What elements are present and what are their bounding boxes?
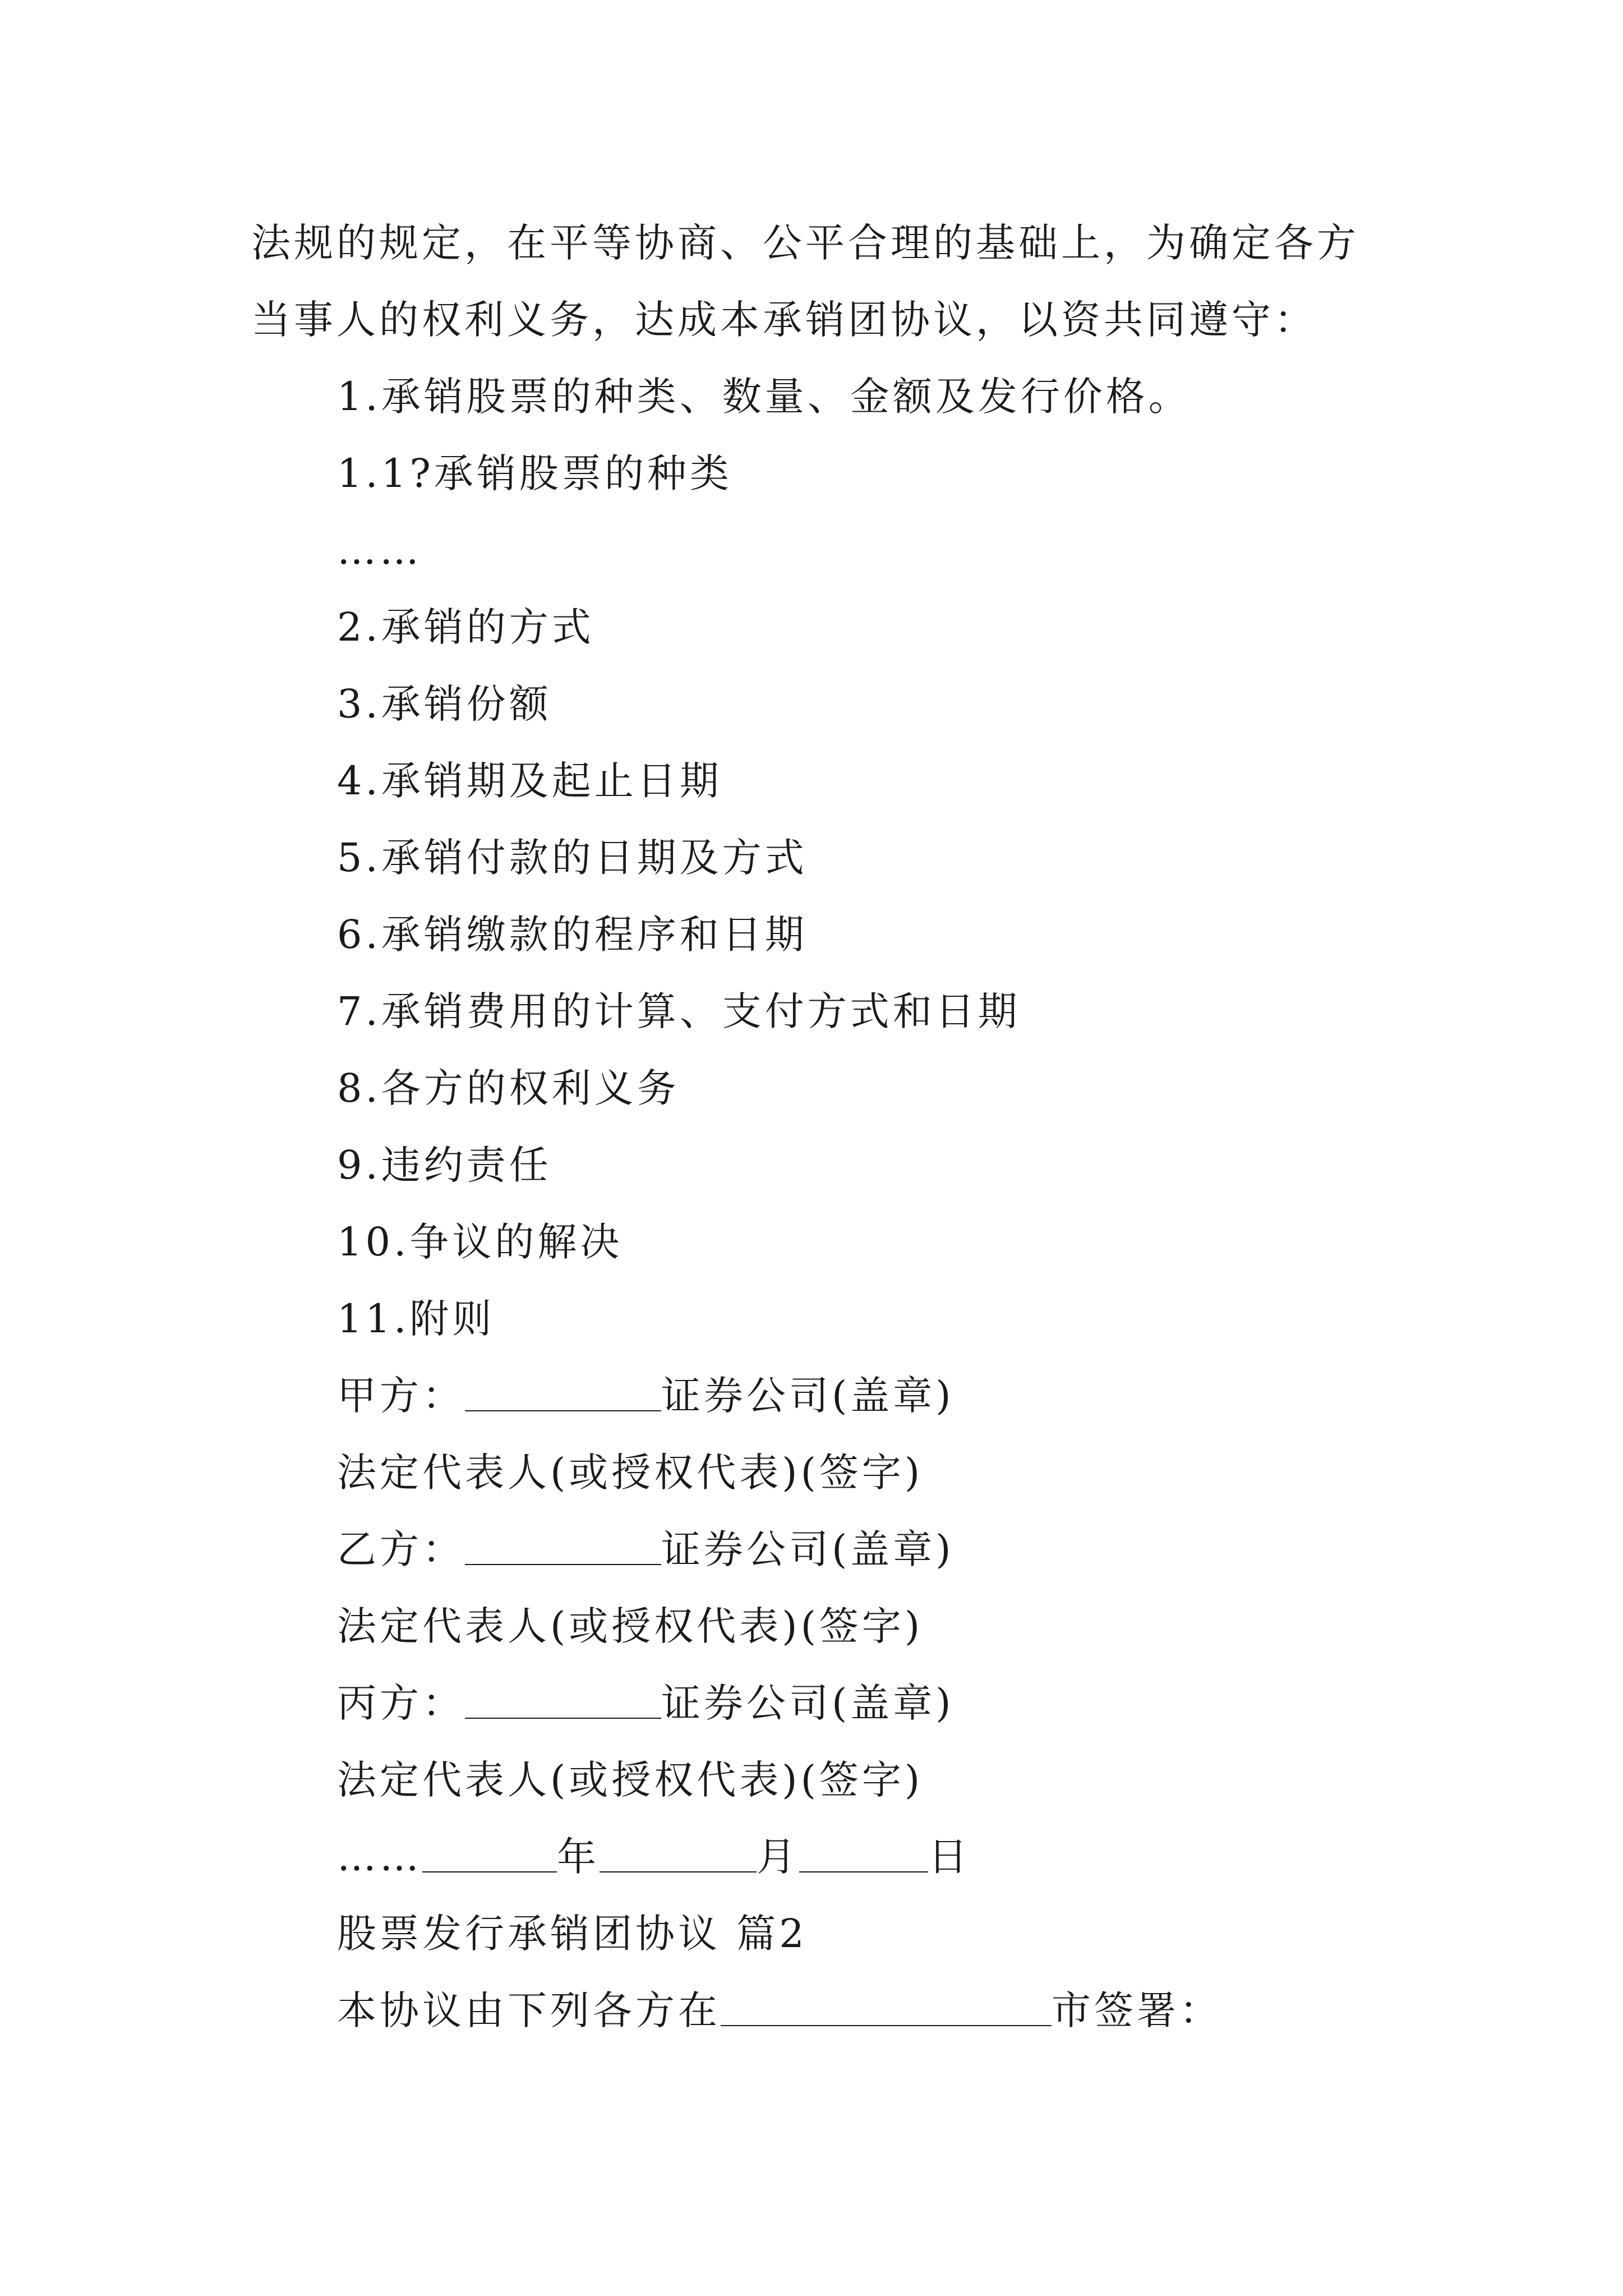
party-b-company-suffix: 证券公司(盖章) [661, 1526, 955, 1572]
list-item: 8.各方的权利义务 [337, 1065, 680, 1111]
list-item: 4.承销期及起止日期 [337, 758, 722, 804]
list-item-ellipsis: …… [337, 527, 422, 573]
party-c-rep-line: 法定代表人(或授权代表)(签字) [337, 1757, 924, 1803]
list-item: 5.承销付款的日期及方式 [337, 835, 808, 881]
party-c-company-suffix: 证券公司(盖章) [661, 1680, 955, 1726]
party-b-name-blank [465, 1533, 661, 1565]
list-item: 7.承销费用的计算、支付方式和日期 [337, 988, 1021, 1034]
signing-prefix: 本协议由下列各方在 [337, 1987, 721, 2033]
party-a-name-blank [465, 1379, 661, 1411]
date-line [337, 1834, 971, 1880]
party-a-company-suffix: 证券公司(盖章) [661, 1373, 955, 1419]
party-a-rep-line: 法定代表人(或授权代表)(签字) [337, 1450, 924, 1496]
party-a-label: 甲方： [337, 1373, 465, 1419]
day-blank [799, 1840, 928, 1872]
list-item: 11.附则 [337, 1296, 495, 1342]
party-a-line [337, 1373, 955, 1419]
city-blank [721, 1994, 1052, 2026]
list-item: 9.违约责任 [337, 1142, 552, 1188]
list-item: 10.争议的解决 [337, 1219, 623, 1265]
intro-line-1: 法规的规定，在平等协商、公平合理的基础上，为确定各方 [251, 220, 1359, 266]
month-blank [600, 1840, 757, 1872]
party-c-name-blank [465, 1686, 661, 1719]
party-b-rep-line: 法定代表人(或授权代表)(签字) [337, 1603, 924, 1649]
intro-line-2: 当事人的权利义务，达成本承销团协议，以资共同遵守： [251, 297, 1317, 343]
list-item: 2.承销的方式 [337, 604, 594, 650]
signing-suffix: 市签署： [1052, 1987, 1222, 2033]
party-c-line [337, 1680, 955, 1726]
section-2-title: 股票发行承销团协议 篇2 [337, 1911, 808, 1957]
list-item: 6.承销缴款的程序和日期 [337, 912, 808, 958]
year-label: 年 [557, 1834, 600, 1880]
party-b-line [337, 1526, 955, 1572]
month-label: 月 [757, 1834, 799, 1880]
date-ellipsis: …… [337, 1834, 422, 1880]
list-item: 3.承销份额 [337, 681, 552, 727]
day-label: 日 [928, 1834, 971, 1880]
list-item: 1.1?承销股票的种类 [337, 450, 732, 496]
party-c-label: 丙方： [337, 1680, 465, 1726]
party-b-label: 乙方： [337, 1526, 465, 1572]
list-item: 1.承销股票的种类、数量、金额及发行价格。 [337, 374, 1191, 420]
year-blank [422, 1840, 557, 1872]
signing-location-line [337, 1987, 1222, 2033]
